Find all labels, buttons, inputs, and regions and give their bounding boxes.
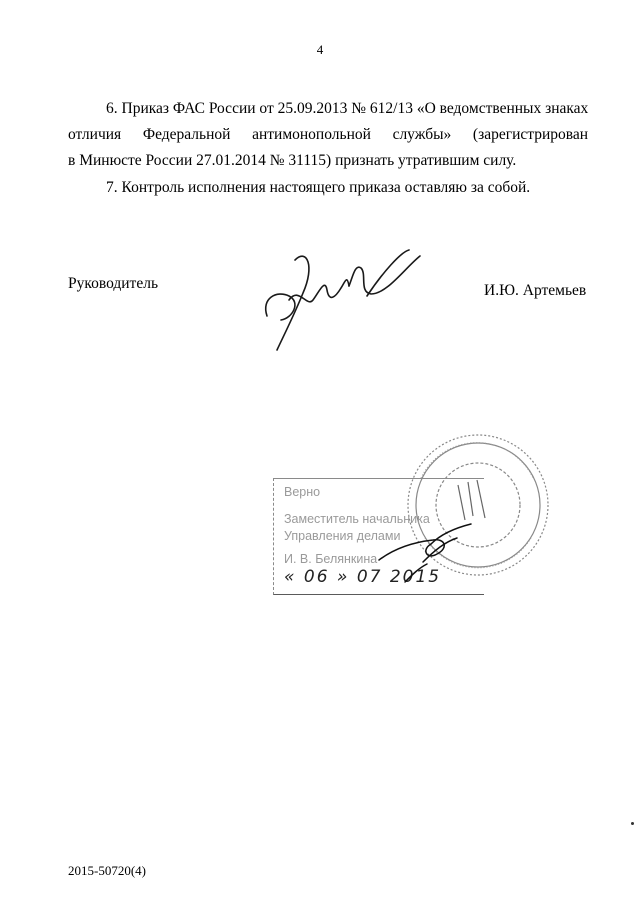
p6-word-1: отличия <box>68 126 122 143</box>
document-code: 2015-50720(4) <box>68 863 146 878</box>
paragraph-7-text: 7. Контроль исполнения настоящего приказа оставляю за собой. <box>106 179 531 196</box>
paragraph-6 <box>68 96 588 174</box>
paragraph-6-line-1: 6. Приказ ФАС России от 25.09.2013 № 612/13 «О ведомственных знаках <box>106 100 589 117</box>
paragraph-6-line-3: в Минюсте России 27.01.2014 № 31115) признать утратившим силу. <box>68 152 517 169</box>
p6-word-2: Федеральной <box>142 126 231 143</box>
page-number: 4 <box>316 42 324 57</box>
signatory-name: И.Ю. Артемьев <box>484 282 587 299</box>
stamp-officer-name: И. В. Белянкина <box>284 552 378 566</box>
stamp-position-line: Заместитель начальника <box>284 512 430 526</box>
stamp-date: « 06 » 07 2015 <box>284 567 442 587</box>
handwritten-signature <box>255 238 425 358</box>
stamp-department-line: Управления делами <box>284 529 401 543</box>
p6-word-3: антимонопольной <box>252 126 371 143</box>
p6-word-4: службы» <box>392 126 452 143</box>
paragraph-6-line-2 <box>68 122 588 148</box>
scan-speck <box>631 822 634 825</box>
signatory-title: Руководитель <box>68 275 159 292</box>
stamp-verified-label: Верно <box>284 485 321 499</box>
paragraph-7 <box>68 175 588 201</box>
stamp-signature <box>375 520 480 585</box>
p6-word-5: (зарегистрирован <box>472 126 589 143</box>
